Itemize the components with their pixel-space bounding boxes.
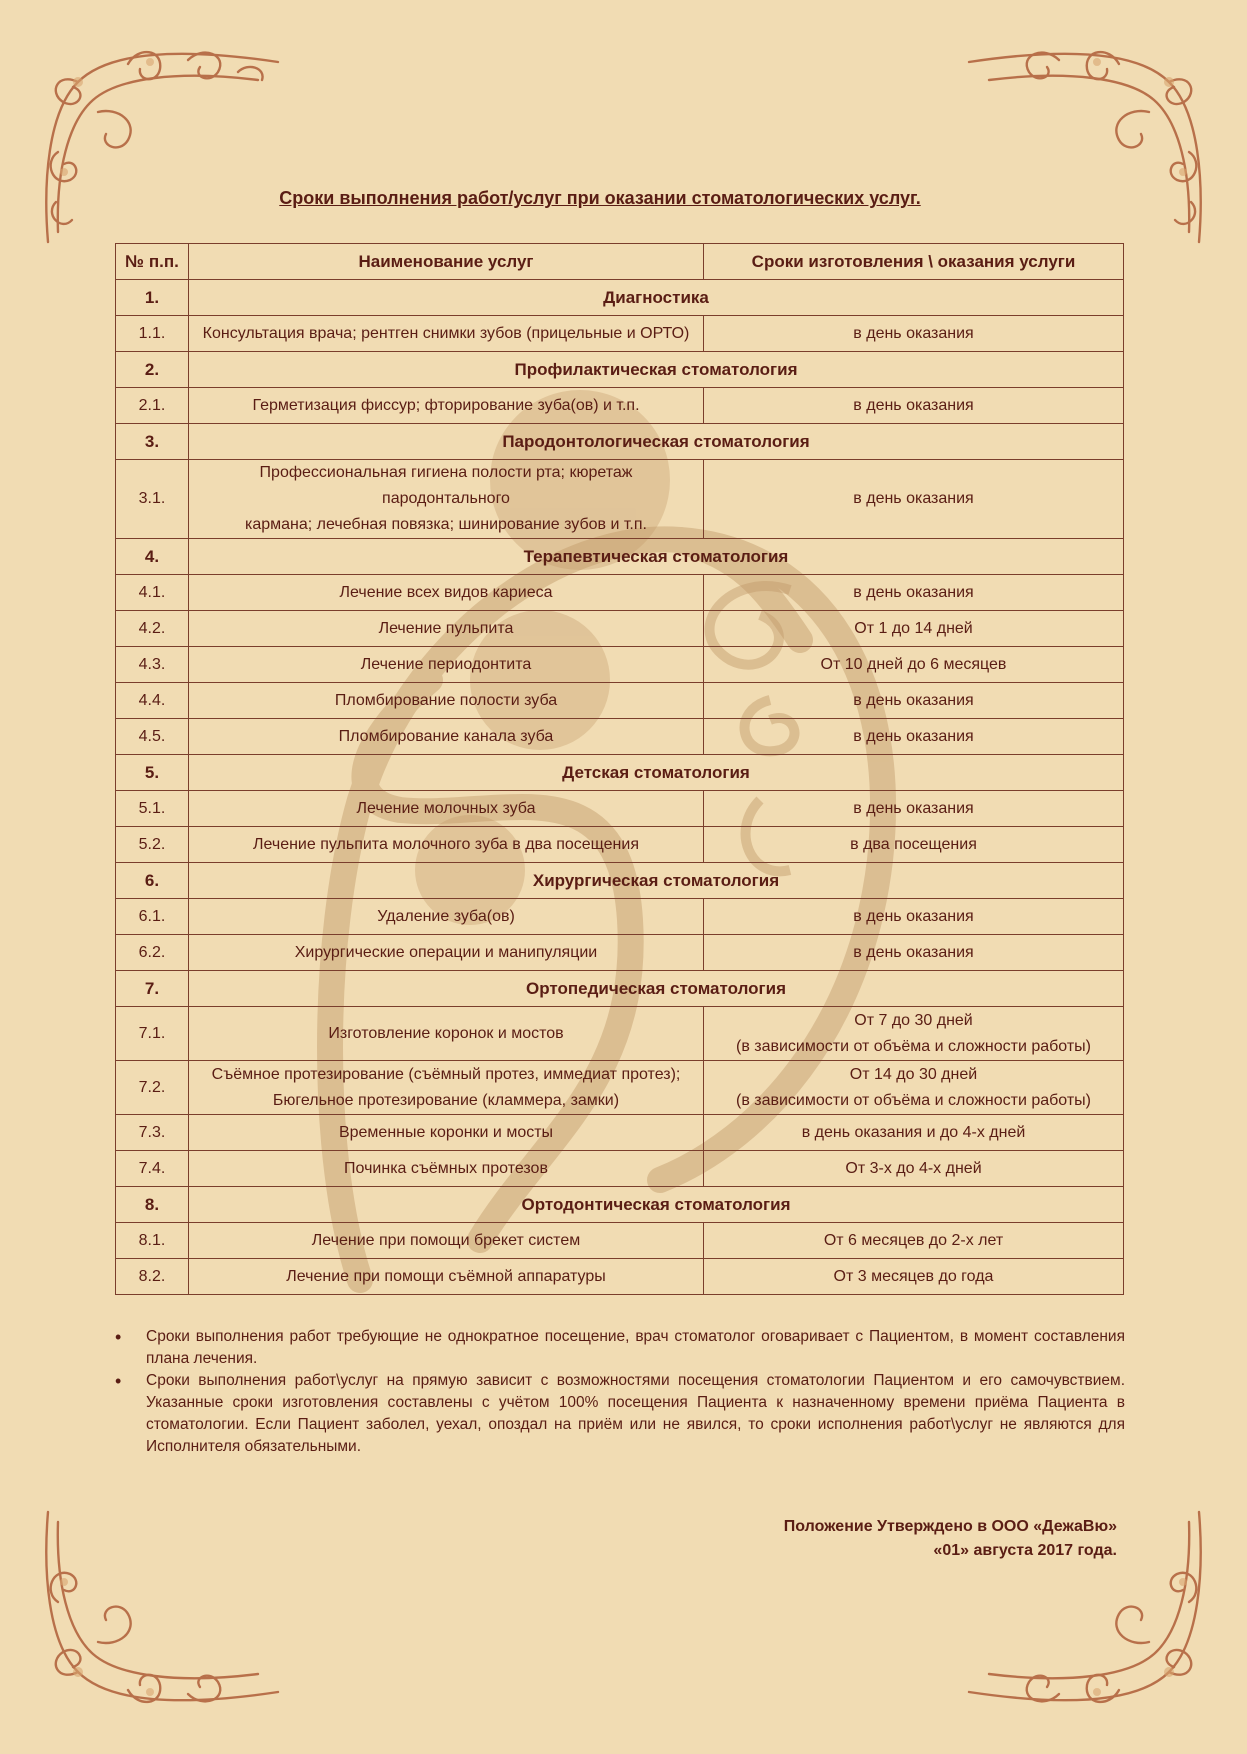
- term-line: От 6 месяцев до 2-х лет: [823, 1231, 1004, 1249]
- term-line: в день оказания и до 4-х дней: [801, 1123, 1026, 1141]
- item-number: 4.5.: [116, 719, 189, 755]
- table-row: [116, 1061, 1124, 1115]
- section-number: 5.: [116, 755, 189, 791]
- term-line: От 14 до 30 дней: [849, 1065, 978, 1083]
- corner-ornament-icon: [38, 42, 288, 252]
- section-number: 2.: [116, 352, 189, 388]
- item-term: [704, 388, 1124, 424]
- term-line: в день оказания: [853, 943, 974, 961]
- section-row: [116, 1187, 1124, 1223]
- table-row: [116, 388, 1124, 424]
- table-row: [116, 575, 1124, 611]
- section-title: Пародонтологическая стоматология: [189, 424, 1124, 460]
- term-line: в день оказания: [853, 691, 974, 709]
- corner-ornament-icon: [959, 42, 1209, 252]
- section-number: 4.: [116, 539, 189, 575]
- term-line: в день оказания: [853, 907, 974, 925]
- item-service: [189, 719, 704, 755]
- service-line: кармана; лечебная повязка; шинирование зубов и т.п.: [245, 516, 647, 533]
- item-term: [704, 899, 1124, 935]
- note-item: • Сроки выполнения работ\услуг на прямую зависит с возможностями посещения стоматологии Пациентом и его самочувствием. Указанные сроки изготовления составлены с учётом 100% посещения Пациента к назначенному времени приёма Пациента в стоматологии. Если Пациент заболел, уехал, опоздал на приём или не явился, то сроки исполнения работ\услуг не являются для Исполнителя обязательными.: [115, 1370, 1125, 1458]
- section-number: 6.: [116, 863, 189, 899]
- item-term: [704, 683, 1124, 719]
- section-number: 1.: [116, 280, 189, 316]
- item-service: [189, 611, 704, 647]
- item-service: [189, 575, 704, 611]
- item-service: [189, 460, 704, 539]
- item-term: [704, 575, 1124, 611]
- section-row: [116, 352, 1124, 388]
- service-line: Лечение периодонтита: [360, 655, 532, 673]
- section-title: Терапевтическая стоматология: [189, 539, 1124, 575]
- item-service: [189, 1115, 704, 1151]
- table-row: [116, 791, 1124, 827]
- item-term: [704, 647, 1124, 683]
- service-line: Профессиональная гигиена полости рта; кюретаж пародонтального: [259, 464, 633, 507]
- section-number: 8.: [116, 1187, 189, 1223]
- table-row: [116, 827, 1124, 863]
- section-title: Ортопедическая стоматология: [189, 971, 1124, 1007]
- item-service: [189, 1259, 704, 1295]
- item-term: [704, 1223, 1124, 1259]
- section-row: [116, 755, 1124, 791]
- service-line: Лечение пульпита молочного зуба в два посещения: [252, 835, 639, 853]
- service-line: Лечение при помощи брекет систем: [311, 1231, 581, 1249]
- header-term: Сроки изготовления \ оказания услуги: [704, 244, 1124, 280]
- header-number: № п.п.: [116, 244, 189, 280]
- table-row: [116, 683, 1124, 719]
- service-line: Герметизация фиссур; фторирование зуба(ов) и т.п.: [252, 396, 640, 414]
- term-line: От 3 месяцев до года: [833, 1267, 994, 1285]
- term-line: От 10 дней до 6 месяцев: [820, 655, 1007, 673]
- item-number: 7.2.: [116, 1061, 189, 1115]
- section-number: 3.: [116, 424, 189, 460]
- item-term: [704, 460, 1124, 539]
- term-line: (в зависимости от объёма и сложности работы): [735, 1037, 1091, 1055]
- term-line: в день оказания: [853, 396, 974, 414]
- service-line: Хирургические операции и манипуляции: [294, 943, 598, 961]
- table-row: [116, 1223, 1124, 1259]
- item-term: [704, 1259, 1124, 1295]
- table-row: [116, 1151, 1124, 1187]
- section-title: Ортодонтическая стоматология: [189, 1187, 1124, 1223]
- item-number: 8.1.: [116, 1223, 189, 1259]
- service-line: Пломбирование канала зуба: [338, 727, 554, 745]
- service-line: Пломбирование полости зуба: [334, 691, 558, 709]
- notes-list: [115, 1326, 1125, 1458]
- service-line: Изготовление коронок и мостов: [328, 1024, 564, 1042]
- item-term: [704, 827, 1124, 863]
- table-row: [116, 899, 1124, 935]
- header-service: Наименование услуг: [189, 244, 704, 280]
- table-row: [116, 611, 1124, 647]
- note-item: • Сроки выполнения работ требующие не однократное посещение, врач стоматолог оговаривает с Пациентом, в момент составления плана лечения.: [115, 1326, 1125, 1370]
- table-header-row: [116, 244, 1124, 280]
- service-line: Консультация врача; рентген снимки зубов (прицельные и ОРТО): [202, 324, 690, 342]
- item-service: [189, 791, 704, 827]
- term-line: в два посещения: [850, 835, 977, 853]
- item-number: 6.1.: [116, 899, 189, 935]
- term-line: (в зависимости от объёма и сложности работы): [735, 1091, 1091, 1109]
- item-term: [704, 1151, 1124, 1187]
- item-term: [704, 1007, 1124, 1061]
- term-line: в день оказания: [853, 799, 974, 817]
- service-line: Временные коронки и мосты: [338, 1123, 554, 1141]
- item-number: 8.2.: [116, 1259, 189, 1295]
- item-service: [189, 935, 704, 971]
- section-title: Профилактическая стоматология: [189, 352, 1124, 388]
- item-service: [189, 827, 704, 863]
- term-line: в день оказания: [853, 490, 974, 507]
- item-number: 2.1.: [116, 388, 189, 424]
- item-number: 3.1.: [116, 460, 189, 539]
- item-service: [189, 1061, 704, 1115]
- service-line: Удаление зуба(ов): [377, 907, 515, 925]
- table-row: [116, 1115, 1124, 1151]
- section-number: 7.: [116, 971, 189, 1007]
- service-line: Съёмное протезирование (съёмный протез, иммедиат протез);: [211, 1065, 681, 1083]
- service-line: Починка съёмных протезов: [344, 1159, 548, 1177]
- term-line: в день оказания: [853, 583, 974, 601]
- service-line: Лечение пульпита: [378, 619, 514, 637]
- item-service: [189, 316, 704, 352]
- table-row: [116, 1259, 1124, 1295]
- table-row: [116, 460, 1124, 539]
- approval-block: [784, 1515, 1117, 1563]
- table-row: [116, 719, 1124, 755]
- item-number: 4.3.: [116, 647, 189, 683]
- term-line: От 3-х до 4-х дней: [845, 1159, 982, 1177]
- service-line: Лечение всех видов кариеса: [339, 583, 553, 601]
- item-service: [189, 1151, 704, 1187]
- services-table: [115, 243, 1124, 1295]
- item-number: 4.1.: [116, 575, 189, 611]
- approval-line: Положение Утверждено в ООО «ДежаВю»: [783, 1518, 1117, 1535]
- item-term: [704, 935, 1124, 971]
- term-line: в день оказания: [853, 727, 974, 745]
- item-service: [189, 899, 704, 935]
- table-row: [116, 1007, 1124, 1061]
- service-line: Бюгельное протезирование (кламмера, замки): [272, 1091, 620, 1109]
- item-service: [189, 1223, 704, 1259]
- term-line: От 1 до 14 дней: [854, 619, 973, 637]
- item-service: [189, 388, 704, 424]
- section-row: [116, 424, 1124, 460]
- item-number: 4.2.: [116, 611, 189, 647]
- item-term: [704, 719, 1124, 755]
- section-row: [116, 280, 1124, 316]
- page-title: Сроки выполнения работ/услуг при оказании стоматологических услуг.: [279, 188, 921, 208]
- item-number: 7.3.: [116, 1115, 189, 1151]
- section-row: [116, 971, 1124, 1007]
- item-term: [704, 1061, 1124, 1115]
- service-line: Лечение молочных зуба: [356, 799, 536, 817]
- item-number: 1.1.: [116, 316, 189, 352]
- item-term: [704, 791, 1124, 827]
- item-term: [704, 316, 1124, 352]
- table-row: [116, 316, 1124, 352]
- item-term: [704, 1115, 1124, 1151]
- item-number: 5.2.: [116, 827, 189, 863]
- term-line: в день оказания: [853, 324, 974, 342]
- item-number: 7.4.: [116, 1151, 189, 1187]
- section-row: [116, 863, 1124, 899]
- item-service: [189, 1007, 704, 1061]
- section-title: Хирургическая стоматология: [189, 863, 1124, 899]
- term-line: От 7 до 30 дней: [854, 1011, 973, 1029]
- section-row: [116, 539, 1124, 575]
- item-service: [189, 647, 704, 683]
- item-number: 4.4.: [116, 683, 189, 719]
- item-number: 5.1.: [116, 791, 189, 827]
- item-number: 6.2.: [116, 935, 189, 971]
- table-row: [116, 935, 1124, 971]
- corner-ornament-icon: [38, 1502, 288, 1712]
- item-number: 7.1.: [116, 1007, 189, 1061]
- section-title: Диагностика: [189, 280, 1124, 316]
- service-line: Лечение при помощи съёмной аппаратуры: [286, 1267, 606, 1285]
- section-title: Детская стоматология: [189, 755, 1124, 791]
- item-service: [189, 683, 704, 719]
- table-row: [116, 647, 1124, 683]
- approval-date: «01» августа 2017 года.: [933, 1542, 1117, 1559]
- item-term: [704, 611, 1124, 647]
